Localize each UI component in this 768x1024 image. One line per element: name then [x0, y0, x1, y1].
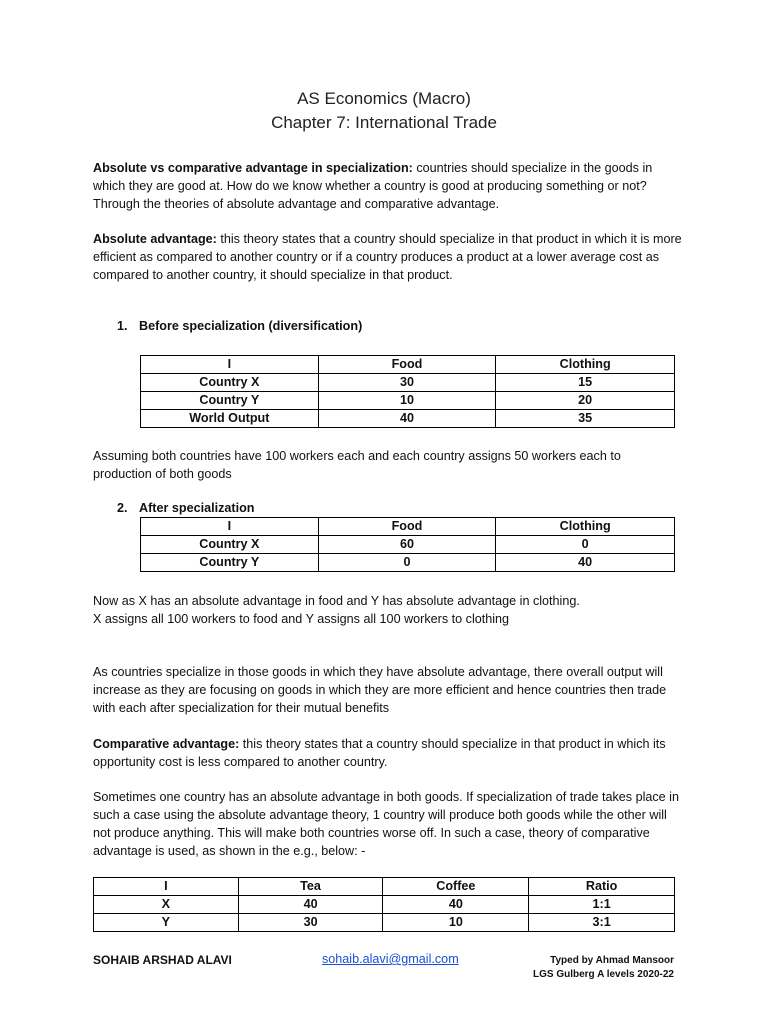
table-header-cell: Coffee	[383, 878, 529, 896]
comparative-advantage-text: this theory states that a country should specialize in that product in which its opportunity cost is less compared to another country.	[93, 737, 666, 769]
table-cell: 30	[318, 374, 496, 392]
section-heading-after	[117, 501, 255, 515]
chapter-title: Chapter 7: International Trade	[271, 113, 497, 132]
paragraph-absolute-result	[93, 592, 683, 628]
footer-credits	[533, 954, 674, 982]
document-title: AS Economics (Macro)	[297, 89, 471, 108]
table-cell: 40	[496, 554, 675, 572]
table-header-cell: I	[141, 518, 319, 536]
table-cell: 40	[383, 896, 529, 914]
footer-typed-by: Typed by Ahmad Mansoor	[550, 955, 674, 966]
section-number: 1.	[117, 319, 128, 333]
table-header-cell: Ratio	[529, 878, 675, 896]
table-cell: 10	[383, 914, 529, 932]
table-cell: Country Y	[141, 392, 319, 410]
table-row	[141, 392, 675, 410]
table-header-cell: Clothing	[496, 518, 675, 536]
table-cell: 10	[318, 392, 496, 410]
table-row	[141, 410, 675, 428]
table-header-cell: Food	[318, 356, 496, 374]
paragraph-workers-assumption: Assuming both countries have 100 workers each and each country assigns 50 workers each to production of both goods	[93, 449, 621, 481]
footer-school: LGS Gulberg A levels 2020-22	[533, 969, 674, 980]
paragraph-comparative-advantage	[93, 735, 683, 771]
table-row	[94, 896, 675, 914]
table-header-cell: Food	[318, 518, 496, 536]
table-comparative-advantage	[93, 877, 675, 932]
table-cell: 3:1	[529, 914, 675, 932]
table-header-cell: I	[141, 356, 319, 374]
intro-text: countries should specialize in the goods in which they are good at. How do we know whether a country is good at producing something or not? Through the theories of absolute advantage and comparative advantage.	[93, 161, 653, 211]
section-heading-before	[117, 319, 362, 333]
table-cell: 15	[496, 374, 675, 392]
comparative-advantage-term: Comparative advantage:	[93, 737, 240, 751]
table-header-row	[141, 356, 675, 374]
table-before-specialization	[140, 355, 675, 428]
table-cell: 40	[238, 896, 383, 914]
table-after-specialization	[140, 517, 675, 572]
table-cell: 0	[496, 536, 675, 554]
paragraph-comparative-example: Sometimes one country has an absolute advantage in both goods. If specialization of trade takes place in such a case using the absolute advantage theory, 1 country will produce both goods while the other will not produce anything. This will make both countries worse off. In such a case, theory of comparative advantage is used, as shown in the e.g., below: -	[93, 790, 679, 858]
absolute-advantage-term: Absolute advantage:	[93, 232, 217, 246]
table-cell: 1:1	[529, 896, 675, 914]
table-header-cell: Tea	[238, 878, 383, 896]
table-cell: 40	[318, 410, 496, 428]
table-header-cell: Clothing	[496, 356, 675, 374]
table-header-row	[141, 518, 675, 536]
section-number: 2.	[117, 501, 128, 515]
table-header-row	[94, 878, 675, 896]
footer-author: SOHAIB ARSHAD ALAVI	[93, 953, 232, 967]
table-cell: 20	[496, 392, 675, 410]
intro-term: Absolute vs comparative advantage in specialization:	[93, 161, 413, 175]
paragraph-output-increase: As countries specialize in those goods in which they have absolute advantage, there overall output will increase as they are focusing on goods in which they are more efficient and hence countries then trade with each after specialization for their mutual benefits	[93, 665, 667, 715]
table-cell: 30	[238, 914, 383, 932]
table-row	[141, 554, 675, 572]
paragraph-intro	[93, 159, 683, 213]
absolute-result-line-2: X assigns all 100 workers to food and Y assigns all 100 workers to clothing	[93, 612, 510, 626]
absolute-result-line-1: Now as X has an absolute advantage in food and Y has absolute advantage in clothing.	[93, 594, 580, 608]
paragraph-absolute-advantage	[93, 230, 683, 284]
table-row	[94, 914, 675, 932]
table-cell: 35	[496, 410, 675, 428]
table-header-cell: I	[94, 878, 239, 896]
absolute-advantage-text: this theory states that a country should specialize in that product in which it is more efficient as compared to another country or if a country produces a product at a lower average cost as compared to another country, it should specialize in that product.	[93, 232, 682, 282]
table-cell: X	[94, 896, 239, 914]
table-cell: Country Y	[141, 554, 319, 572]
table-row	[141, 374, 675, 392]
footer-email-link[interactable]: sohaib.alavi@gmail.com	[322, 952, 459, 966]
table-cell: World Output	[141, 410, 319, 428]
table-cell: Country X	[141, 374, 319, 392]
table-row	[141, 536, 675, 554]
table-cell: Y	[94, 914, 239, 932]
table-cell: 60	[318, 536, 496, 554]
table-cell: 0	[318, 554, 496, 572]
table-cell: Country X	[141, 536, 319, 554]
section-label: After specialization	[139, 501, 255, 515]
section-label: Before specialization (diversification)	[139, 319, 363, 333]
